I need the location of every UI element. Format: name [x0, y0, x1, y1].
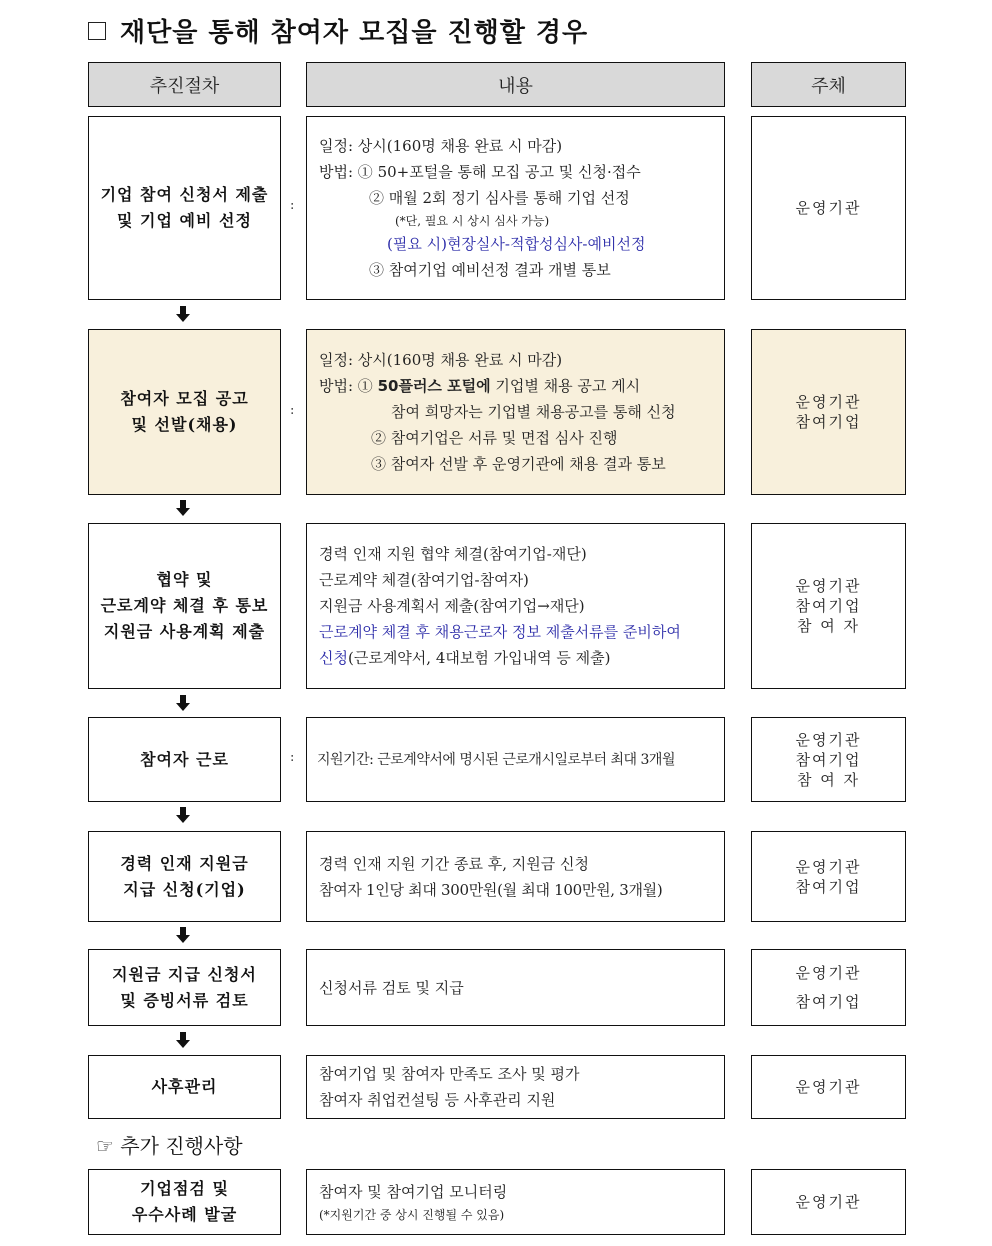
arrow-down-icon — [174, 694, 192, 712]
step-7-content: 참여기업 및 참여자 만족도 조사 및 평가 참여자 취업컨설팅 등 사후관리 지원 — [306, 1055, 725, 1119]
header-owner: 주체 — [751, 62, 906, 107]
step-6-content: 신청서류 검토 및 지급 — [306, 949, 725, 1026]
step-2-name: 참여자 모집 공고 및 선발(채용) — [88, 329, 281, 495]
step-3-name: 협약 및 근로계약 체결 후 통보 지원금 사용계획 제출 — [88, 523, 281, 689]
step-7-name: 사후관리 — [88, 1055, 281, 1119]
step-3-owner: 운영기관 참여기업 참 여 자 — [751, 523, 906, 689]
checkbox-square-icon — [88, 22, 106, 40]
colon: : — [290, 403, 295, 418]
step-5-owner: 운영기관 참여기업 — [751, 831, 906, 922]
arrow-down-icon — [174, 806, 192, 824]
page-title: 재단을 통해 참여자 모집을 진행할 경우 — [88, 12, 588, 49]
extra-step-name: 기업점검 및 우수사례 발굴 — [88, 1169, 281, 1235]
header-step: 추진절차 — [88, 62, 281, 107]
step-6-owner: 운영기관 참여기업 — [751, 949, 906, 1026]
step-5-name: 경력 인재 지원금 지급 신청(기업) — [88, 831, 281, 922]
step-4-name: 참여자 근로 — [88, 717, 281, 802]
arrow-down-icon — [174, 926, 192, 944]
extra-step-owner: 운영기관 — [751, 1169, 906, 1235]
extra-section-label: ☞ 추가 진행사항 — [96, 1134, 243, 1158]
step-7-owner: 운영기관 — [751, 1055, 906, 1119]
step-5-content: 경력 인재 지원 기간 종료 후, 지원금 신청 참여자 1인당 최대 300만원(월 최대 100만원, 3개월) — [306, 831, 725, 922]
arrow-down-icon — [174, 305, 192, 323]
step-2-owner: 운영기관 참여기업 — [751, 329, 906, 495]
colon: : — [290, 198, 295, 213]
step-2-content: 일정: 상시(160명 채용 완료 시 마감) 방법: ① 50플러스 포털에 기업별 채용 공고 게시 참여 희망자는 기업별 채용공고를 통해 신청 ② 참여기업은 서류 및 면접 심사 진행 ③ 참여자 선발 후 운영기관에 채용 결과 통보 — [306, 329, 725, 495]
step-1-owner: 운영기관 — [751, 116, 906, 300]
step-4-owner: 운영기관 참여기업 참 여 자 — [751, 717, 906, 802]
colon: : — [290, 750, 295, 765]
header-content: 내용 — [306, 62, 725, 107]
step-4-content: 지원기간: 근로계약서에 명시된 근로개시일로부터 최대 3개월 — [306, 717, 725, 802]
arrow-down-icon — [174, 1031, 192, 1049]
step-1-name: 기업 참여 신청서 제출 및 기업 예비 선정 — [88, 116, 281, 300]
extra-step-content: 참여자 및 참여기업 모니터링 (*지원기간 중 상시 진행될 수 있음) — [306, 1169, 725, 1235]
step-1-content: 일정: 상시(160명 채용 완료 시 마감) 방법: ① 50+포털을 통해 모집 공고 및 신청·접수 ② 매월 2회 정기 심사를 통해 기업 선정 (*단, 필요 시 상시 심사 가능) (필요 시)현장실사-적합성심사-예비선정 ③ 참여기업 예비선정 결과 개별 통보 — [306, 116, 725, 300]
arrow-down-icon — [174, 499, 192, 517]
step-6-name: 지원금 지급 신청서 및 증빙서류 검토 — [88, 949, 281, 1026]
step-3-content: 경력 인재 지원 협약 체결(참여기업-재단) 근로계약 체결(참여기업-참여자) 지원금 사용계획서 제출(참여기업→재단) 근로계약 체결 후 채용근로자 정보 제출서류를 준비하여 신청(근로계약서, 4대보험 가입내역 등 제출) — [306, 523, 725, 689]
